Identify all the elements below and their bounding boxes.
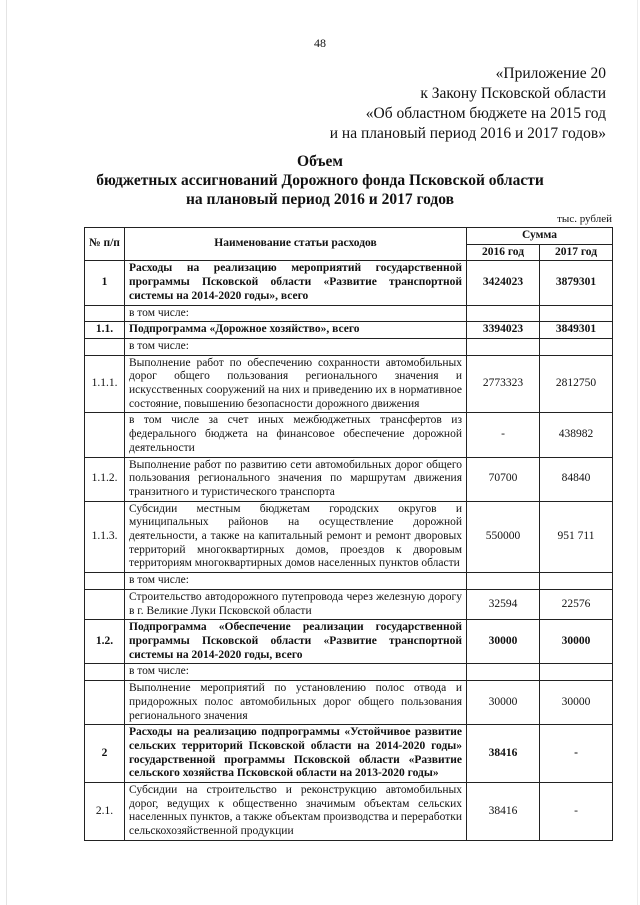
table-row: [85, 620, 613, 664]
row-value-2016: 38416: [467, 783, 540, 841]
row-number: [85, 664, 125, 681]
table-row: [85, 783, 613, 841]
row-number: 1.1.1.: [85, 355, 125, 413]
table-row: [85, 413, 613, 457]
header-num: № п/п: [85, 228, 125, 261]
row-value-2017: 438982: [540, 413, 613, 457]
table-row: [85, 457, 613, 501]
row-value-2016: [467, 338, 540, 355]
row-value-2017: 951 711: [540, 501, 613, 573]
row-value-2016: 70700: [467, 457, 540, 501]
row-value-2017: 30000: [540, 681, 613, 725]
row-value-2016: 30000: [467, 620, 540, 664]
row-name: Выполнение работ по обеспечению сохранности автомобильных дорог общего пользования регионального значения и искусственных сооружений на них и приведению их в нормативное состояние, повышению безопасности дорожного движения: [125, 355, 467, 413]
row-name: Выполнение работ по развитию сети автомобильных дорог общего пользования регионального значения по маршрутам движения транзитного и туристического транспорта: [125, 457, 467, 501]
row-number: [85, 681, 125, 725]
row-name: Подпрограмма «Обеспечение реализации государственной программы Псковской области «Развитие транспортной системы на 2014-2020 годы, всего: [125, 620, 467, 664]
row-name: Субсидии местным бюджетам городских округов и муниципальных районов на осуществление дорожной деятельности, а также на капитальный ремонт и ремонт дворовых территорий многоквартирных домов, проездов к дворовым территориям многоквартирных домов населенных пунктов области: [125, 501, 467, 573]
row-number: [85, 589, 125, 619]
page-number: 48: [314, 36, 326, 50]
row-number: 1.1.: [85, 322, 125, 339]
budget-table: [84, 227, 613, 841]
table-row: [85, 725, 613, 783]
header-2016: 2016 год: [467, 244, 540, 261]
row-value-2016: 3424023: [467, 261, 540, 305]
document-title: [0, 152, 640, 209]
row-value-2017: [540, 338, 613, 355]
row-name: Выполнение мероприятий по установлению полос отвода и придорожных полос автомобильных дорог общего пользования регионального значения: [125, 681, 467, 725]
row-value-2016: -: [467, 413, 540, 457]
row-value-2016: 38416: [467, 725, 540, 783]
appendix-line-1: «Приложение 20: [495, 65, 606, 82]
row-value-2017: [540, 573, 613, 590]
table-row: [85, 589, 613, 619]
table-row: [85, 322, 613, 339]
title-line-1: Объем: [297, 153, 343, 170]
row-value-2017: [540, 305, 613, 322]
row-value-2016: [467, 573, 540, 590]
row-name: в том числе:: [125, 664, 467, 681]
table-row: [85, 681, 613, 725]
row-name: в том числе:: [125, 305, 467, 322]
row-number: 1: [85, 261, 125, 305]
table-row: [85, 664, 613, 681]
row-value-2016: 2773323: [467, 355, 540, 413]
appendix-line-4: и на плановый период 2016 и 2017 годов»: [329, 125, 606, 142]
appendix-line-3: «Об областном бюджете на 2015 год: [365, 105, 606, 122]
table-row: [85, 261, 613, 305]
row-number: 2: [85, 725, 125, 783]
table-row: [85, 305, 613, 322]
row-name: Подпрограмма «Дорожное хозяйство», всего: [125, 322, 467, 339]
row-value-2017: [540, 664, 613, 681]
row-number: 2.1.: [85, 783, 125, 841]
row-value-2016: 32594: [467, 589, 540, 619]
row-name: в том числе:: [125, 573, 467, 590]
table-row: [85, 338, 613, 355]
header-sum: Сумма: [467, 228, 613, 245]
row-value-2017: 2812750: [540, 355, 613, 413]
row-name: Расходы на реализацию подпрограммы «Устойчивое развитие сельских территорий Псковской области на 2014-2020 годы» государственной программы Псковской области «Развитие сельского хозяйства Псковской области на 2013-2020 годы»: [125, 725, 467, 783]
row-value-2016: 3394023: [467, 322, 540, 339]
row-number: 1.1.2.: [85, 457, 125, 501]
row-value-2016: [467, 305, 540, 322]
row-value-2017: 3879301: [540, 261, 613, 305]
appendix-line-2: к Закону Псковской области: [420, 85, 606, 102]
scan-edge-right: [637, 0, 638, 905]
row-value-2017: -: [540, 783, 613, 841]
row-number: [85, 338, 125, 355]
header-name: Наименование статьи расходов: [125, 228, 467, 261]
title-line-2: бюджетных ассигнований Дорожного фонда Псковской области: [96, 172, 544, 189]
row-number: [85, 305, 125, 322]
table-row: [85, 573, 613, 590]
row-name: Строительство автодорожного путепровода через железную дорогу в г. Великие Луки Псковской области: [125, 589, 467, 619]
row-value-2017: -: [540, 725, 613, 783]
header-2017: 2017 год: [540, 244, 613, 261]
row-value-2016: 30000: [467, 681, 540, 725]
title-line-3: на плановый период 2016 и 2017 годов: [186, 191, 454, 208]
row-value-2016: 550000: [467, 501, 540, 573]
row-name: в том числе:: [125, 338, 467, 355]
row-value-2017: 22576: [540, 589, 613, 619]
units-label: тыс. рублей: [557, 213, 612, 225]
row-name: Субсидии на строительство и реконструкцию автомобильных дорог, ведущих к общественно значимым объектам сельских населенных пунктов, а также объектам производства и переработки сельскохозяйственной продукции: [125, 783, 467, 841]
row-value-2017: 84840: [540, 457, 613, 501]
row-number: 1.2.: [85, 620, 125, 664]
appendix-block: [330, 64, 606, 144]
row-number: 1.1.3.: [85, 501, 125, 573]
row-value-2016: [467, 664, 540, 681]
table-row: [85, 355, 613, 413]
row-number: [85, 573, 125, 590]
row-number: [85, 413, 125, 457]
row-name: в том числе за счет иных межбюджетных трансфертов из федерального бюджета на финансовое обеспечение дорожной деятельности: [125, 413, 467, 457]
table-row: [85, 501, 613, 573]
scan-edge-left: [6, 0, 7, 905]
row-value-2017: 3849301: [540, 322, 613, 339]
row-name: Расходы на реализацию мероприятий государственной программы Псковской области «Развитие транспортной системы на 2014-2020 годы», всего: [125, 261, 467, 305]
row-value-2017: 30000: [540, 620, 613, 664]
